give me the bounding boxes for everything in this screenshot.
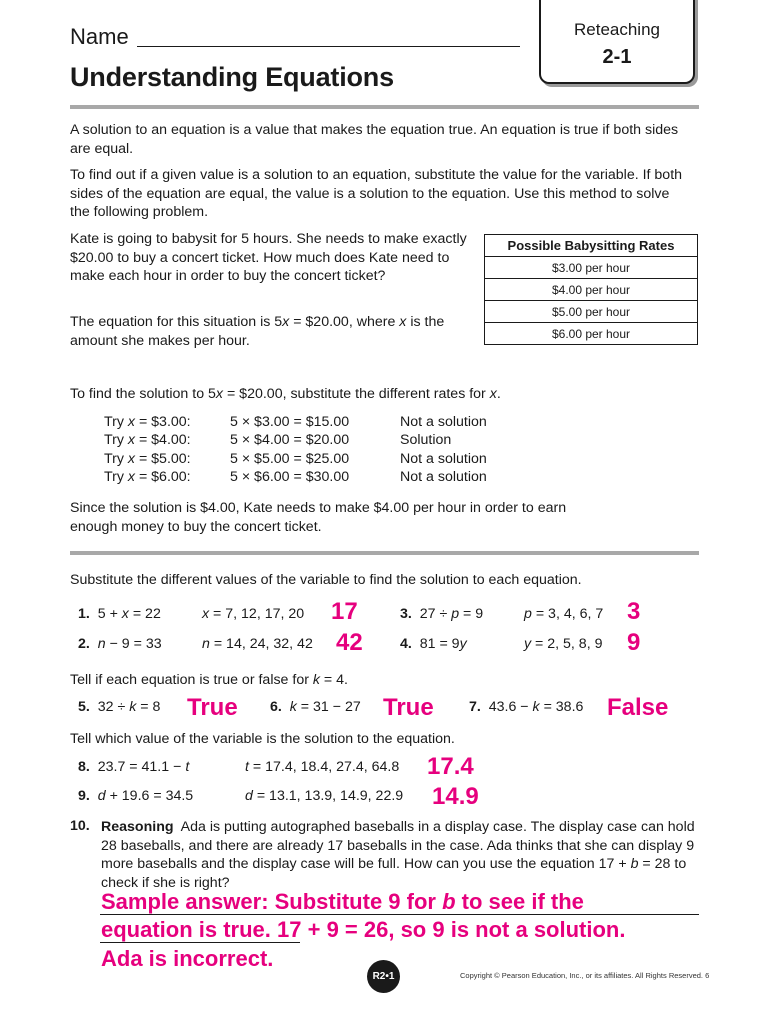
divider-top: [70, 105, 699, 109]
copyright-notice: Copyright © Pearson Education, Inc., or its affiliates. All Rights Reserved. 6: [460, 971, 710, 980]
answer-7: False: [607, 694, 669, 721]
answer-1: 17: [331, 598, 358, 625]
answer-3: 3: [627, 598, 641, 625]
intro-paragraph-2: To find out if a given value is a solution to an equation, substitute the value for the variable. If both sides of the equation are equal, the value is a solution to the equation. Use this method to solve the following problem.: [70, 167, 683, 220]
problem-paragraph: Kate is going to babysit for 5 hours. She needs to make exactly $20.00 to buy a concert ticket. How much does Kate need to make each hour in order to buy the concert ticket?: [70, 231, 467, 284]
reasoning-label: Reasoning: [101, 819, 174, 835]
problem-3: 3. 27 ÷ p = 9: [400, 606, 484, 622]
try-result: Solution: [400, 432, 452, 448]
rates-table-header: Possible Babysitting Rates: [485, 235, 698, 257]
problem-3-values: p = 3, 4, 6, 7: [524, 606, 604, 622]
answer-10-line-2: equation is true. 17 + 9 = 26, so 9 is not a solution.: [101, 917, 626, 942]
try-value: Try x = $5.00:: [104, 451, 191, 467]
answer-6: True: [383, 694, 434, 721]
try-calculation: 5 × $6.00 = $30.00: [230, 469, 350, 485]
rates-table-cell: $4.00 per hour: [485, 279, 698, 301]
instruction-true-false: Tell if each equation is true or false for k = 4.: [70, 672, 348, 688]
try-result: Not a solution: [400, 451, 487, 467]
rates-table: [484, 234, 698, 345]
try-calculation: 5 × $5.00 = $25.00: [230, 451, 350, 467]
problem-8-values: t = 17.4, 18.4, 27.4, 64.8: [245, 759, 400, 775]
try-result: Not a solution: [400, 414, 487, 430]
problem-8: 8. 23.7 = 41.1 − t: [78, 759, 190, 775]
rates-table-cell: $6.00 per hour: [485, 323, 698, 345]
problem-10: Reasoning Ada is putting autographed baseballs in a display case. The display case can hold 28 baseballs, and there are already 17 baseballs in the case. Ada thinks that she can display 9 more baseballs and the display case will be full. How can you use the equation 17 + b = 28 to check if she is right?: [101, 819, 695, 891]
answer-10-line-3: Ada is incorrect.: [101, 946, 274, 971]
equation-paragraph: The equation for this situation is 5x = $20.00, where x is the amount she makes per hour.: [70, 314, 445, 349]
problem-10-number: 10.: [70, 818, 90, 834]
answer-8: 17.4: [427, 753, 474, 780]
problem-2: 2. n − 9 = 33: [78, 636, 162, 652]
problem-7: 7. 43.6 − k = 38.6: [469, 699, 584, 715]
lesson-tab: [539, 0, 695, 84]
answer-9: 14.9: [432, 783, 479, 810]
problem-1: 1. 5 + x = 22: [78, 606, 161, 622]
rates-table-cell: $3.00 per hour: [485, 257, 698, 279]
problem-4-values: y = 2, 5, 8, 9: [524, 636, 603, 652]
name-line[interactable]: [137, 46, 520, 47]
name-label: Name: [70, 24, 129, 49]
answer-line: [100, 914, 699, 915]
divider-middle: [70, 551, 699, 555]
try-value: Try x = $6.00:: [104, 469, 191, 485]
answer-5: True: [187, 694, 238, 721]
try-value: Try x = $4.00:: [104, 432, 191, 448]
conclusion-paragraph: Since the solution is $4.00, Kate needs to make $4.00 per hour in order to earn enough money to buy the concert ticket.: [70, 500, 567, 535]
instruction-which-value: Tell which value of the variable is the solution to the equation.: [70, 731, 455, 747]
tab-label: Reteaching: [573, 20, 660, 39]
problem-4: 4. 81 = 9y: [400, 636, 467, 652]
try-calculation: 5 × $3.00 = $15.00: [230, 414, 350, 430]
problem-2-values: n = 14, 24, 32, 42: [202, 636, 313, 652]
answer-4: 9: [627, 629, 641, 656]
instruction-substitute: Substitute the different values of the variable to find the solution to each equation.: [70, 572, 582, 588]
answer-10-line-1: Sample answer: Substitute 9 for b to see if the: [101, 889, 584, 914]
problem-6: 6. k = 31 − 27: [270, 699, 361, 715]
problem-9-values: d = 13.1, 13.9, 14.9, 22.9: [245, 788, 404, 804]
page-title: Understanding Equations: [70, 62, 394, 92]
problem-1-values: x = 7, 12, 17, 20: [202, 606, 305, 622]
try-value: Try x = $3.00:: [104, 414, 191, 430]
problem-5: 5. 32 ÷ k = 8: [78, 699, 161, 715]
substitution-lead: To find the solution to 5x = $20.00, substitute the different rates for x.: [70, 386, 501, 402]
page-badge: R2•1: [367, 960, 400, 993]
answer-line: [100, 942, 300, 943]
rates-table-cell: $5.00 per hour: [485, 301, 698, 323]
intro-paragraph-1: A solution to an equation is a value that makes the equation true. An equation is true if both sides are equal.: [70, 122, 679, 157]
try-calculation: 5 × $4.00 = $20.00: [230, 432, 350, 448]
problem-9: 9. d + 19.6 = 34.5: [78, 788, 194, 804]
try-result: Not a solution: [400, 469, 487, 485]
tab-number: 2-1: [602, 46, 632, 68]
answer-2: 42: [336, 629, 363, 656]
